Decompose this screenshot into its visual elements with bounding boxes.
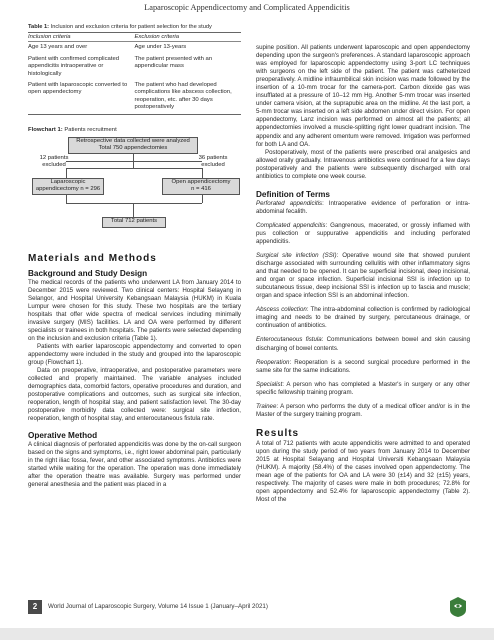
flowchart-caption-text: Patients recruitment xyxy=(62,126,117,133)
definition-text: : The intra-abdominal collection is confirmed by radiological imaging and needs to be drained by surgery, percutaneous drainage, or continuation of antibiotics. xyxy=(256,306,470,330)
definition-item xyxy=(256,381,470,397)
flow-left-excluded: 12 patients excluded xyxy=(39,154,69,168)
method-paragraph: supine position. All patients underwent laparoscopic and open appendectomy depending upon the surgeon's preferences. A standard laparoscopic approach was employed for laparoscopic appendectomy using 3-port LC techniques with surgeons on the left side of the patient. The patient was catheterized preoperatively. A midline infraumbilical skin incision was made followed by the insertion of a 10-mm trocar for the camera-port. Carbon dioxide gas was insufflated at a pressure of 10–12 mm Hg. Another 5-mm trocar was inserted under camera vision, at the suprapubic area on the midline. At the last port, a 5-mm trocar was inserted on a left side abdomen under direct vision. For open appendectomy, Lanz incision was performed on almost all the patients; all appendectomies involved a muscle-splitting right lower quadrant incision. The appendix and any adherent omentum were removed. Irrigation was performed for both LA and OA. xyxy=(256,44,470,148)
flow-laparoscopic-box: Laparoscopic appendicectomy n = 296 xyxy=(32,178,104,195)
definition-text: : Operative wound site that showed purulent discharge associated with surrounding cellulitis with other inflammatory signs and that needed to be opened. It can be superficial incisional, deep incisional, and organ or space infection. Superficial incisional SSI is infection up to subcutaneous tissue, deep incisional SSI is infection up to fascia and muscle; organ and space infection SSI is an abdominal infection. xyxy=(256,252,470,300)
page-number: 2 xyxy=(28,600,42,614)
flow-connector xyxy=(66,195,67,203)
flowchart-caption-label: Flowchart 1: xyxy=(28,126,63,133)
background-paragraph: Patients with earlier laparoscopic appendectomy and converted to open appendectomy were included in the study and grouped into the laparoscopic group (Flowchart 1). xyxy=(28,343,241,367)
flow-total-patients-box: Total 712 patients xyxy=(102,217,166,228)
definition-item xyxy=(256,403,470,419)
definition-text: : Reoperation is a second surgical procedure performed in the same site for the same indications. xyxy=(256,358,470,374)
definition-item xyxy=(256,336,470,352)
table-row xyxy=(28,56,241,78)
definition-term: Reoperation xyxy=(256,358,290,366)
definition-term: Specialist xyxy=(256,380,283,388)
journal-footer: World Journal of Laparoscopic Surgery, Volume 14 Issue 1 (January–April 2021) xyxy=(48,603,268,610)
table-caption-text: Inclusion and exclusion criteria for patient selection for the study xyxy=(50,24,212,30)
background-paragraph: Data on preoperative, intraoperative, and postoperative parameters were collected and properly maintained. The variable analyses included demographics data, comorbid factors, operative procedures and duration, and postoperative complications and outcomes, such as surgical site infection, reoperation, length of hospital stay, and patient satisfaction level. The 30-day postoperative morbidity data collected were: surgical site infection, reoperation, length of hospital stay, and enterocutaneous fistula rate. xyxy=(28,367,241,423)
flow-right-excluded: 36 patients excluded xyxy=(198,154,228,168)
table-cell: Patient with confirmed complicated appendicitis intraoperative or histologically xyxy=(28,55,120,77)
definition-of-terms-heading: Definition of Terms xyxy=(256,189,330,199)
definition-text: : A person who performs the duty of a medical officer and/or is in the Master of the surgery training program. xyxy=(256,402,470,418)
results-paragraph: A total of 712 patients with acute appendicitis were admitted to and operated upon during the study period of two years from January 2014 to December 2015 at Hospital Selayang and Hospital Universiti Kebangsaan Malaysia (HUKM). A majority (58.4%) of the cases involved open appendectomy. The mean age of the patients for OA and LA were 30 (±14) and 32 (±15) years, respectively. The majority of cases were male in both procedures; 72.8% for open appendectomy and 52.4% for laparoscopic appendectomy (Table 2). Most of the xyxy=(256,439,470,504)
operative-method-heading: Operative Method xyxy=(28,430,98,440)
definition-item xyxy=(256,252,470,300)
table-row xyxy=(28,44,241,51)
operative-paragraph: A clinical diagnosis of perforated appendicitis was done by the on-call surgeon based on the signs and symptoms, i.e., right lower abdominal pain, particularly in the right iliac fossa, fever, and other associated symptoms. Antibiotics were started while waiting for the operation. The operation was done immediately after the operation theatre was available. Surgery was performed under general anesthesia and the patient was placed in a xyxy=(28,440,241,488)
flow-open-box: Open appendicectomy n = 416 xyxy=(162,178,240,195)
table-header-row xyxy=(28,34,241,42)
definition-text: : Communications between bowel and skin causing discharging of bowel contents. xyxy=(256,336,470,352)
table-cell: Age 13 years and over xyxy=(28,44,88,51)
definition-term: Complicated appendicitis xyxy=(256,221,326,229)
definition-item xyxy=(256,359,470,375)
definition-term: Abscess collection xyxy=(256,306,307,314)
flow-connector xyxy=(66,168,67,178)
materials-methods-heading: Materials and Methods xyxy=(28,252,157,264)
flow-connector xyxy=(66,203,202,204)
table-cell: Patient with laparoscopic converted to open appendectomy xyxy=(28,82,128,96)
definition-text: : A person who has completed a Master's in surgery or any other specific fellowship training program. xyxy=(256,380,470,396)
flowchart-caption xyxy=(28,127,241,133)
definition-text: : Intraoperative evidence of perforation or intra-abdominal fecalith. xyxy=(256,199,470,215)
flow-connector xyxy=(66,168,202,169)
definition-item xyxy=(256,222,470,246)
definition-text: : Gangrenous, macerated, or grossly inflamed with pus collection or suppurative appendicitis and including perforated appendicitis. xyxy=(256,221,470,245)
table-caption-label: Table 1: xyxy=(28,24,50,30)
right-column xyxy=(256,44,470,504)
definition-item xyxy=(256,200,470,216)
table-cell: The patient who had developed complications like abscess collection, reoperation, etc. after 30 days postoperatively xyxy=(134,82,232,111)
recruitment-flowchart xyxy=(28,137,241,247)
background-heading: Background and Study Design xyxy=(28,268,148,278)
definition-item xyxy=(256,306,470,330)
table-1-caption xyxy=(28,24,241,31)
definition-term: Trainee xyxy=(256,402,277,410)
method-paragraph: Postoperatively, most of the patients were prescribed oral analgesics and allowed orally gradually. Intravenous antibiotics were continued for a few days postoperatively and the patients were subsequently discharged with oral antibiotics to complete one week course. xyxy=(256,148,470,180)
flow-connector xyxy=(202,168,203,178)
definition-term: Enterocutaneous fistula xyxy=(256,336,322,344)
running-head: Laparoscopic Appendicectomy and Complicated Appendicitis xyxy=(144,3,350,12)
left-column xyxy=(28,20,241,489)
header-exclusion: Exclusion criteria xyxy=(134,34,180,40)
publisher-logo-icon xyxy=(448,596,468,618)
results-heading: Results xyxy=(256,427,300,439)
table-cell: The patient presented with an appendicular mass xyxy=(134,55,213,70)
flow-connector xyxy=(202,195,203,203)
footer-band xyxy=(0,628,494,640)
table-row xyxy=(28,82,241,112)
header-inclusion: Inclusion criteria xyxy=(28,34,71,40)
flow-total-collected-box: Retrospective data collected were analyzed Total 750 appendectomies xyxy=(68,137,198,154)
table-cell: Age under 13-years xyxy=(134,44,187,51)
background-paragraph: The medical records of the patients who underwent LA from January 2014 to December 2015 were reviewed. Two clinical centers: Hospital Selayang in Selangor, and Hospital University Kebangsaan Malaysia (HUKM) in Kuala Lumpur were chosen for this study. These two hospitals are the tertiary hospitals that offer wide spectra of medical services including minimally invasive surgery (MIS) facilities. LA and OA were performed by different specialists or trainees in both hospitals. The patients were selected depending on the inclusion and exclusion criteria (Table 1). xyxy=(28,278,241,342)
definition-term: Perforated appendicitis xyxy=(256,199,323,207)
definition-term: Surgical site infection (SSI) xyxy=(256,252,337,260)
flow-connector xyxy=(66,161,202,162)
criteria-table xyxy=(28,32,241,115)
flow-connector xyxy=(133,203,134,217)
